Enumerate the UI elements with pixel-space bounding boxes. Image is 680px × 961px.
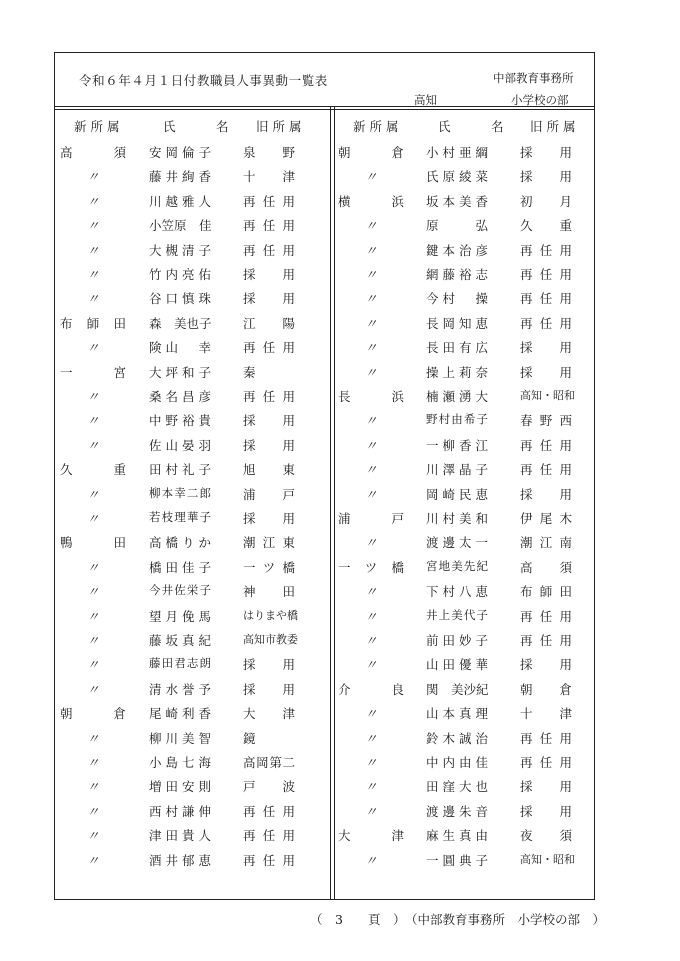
staff-name: 今井佐栄子 [149, 583, 211, 598]
old-affiliation: 再任用 [520, 242, 572, 258]
staff-name: 大坪和子 [149, 364, 211, 380]
name-header: 氏 名 [438, 119, 518, 134]
old-affiliation: 採用 [243, 437, 295, 453]
staff-name: 若枝理華子 [149, 510, 211, 524]
new-affiliation: 〃 [86, 559, 100, 575]
staff-name: 西村謙伸 [149, 803, 211, 819]
new-affiliation: 〃 [364, 852, 378, 868]
new-affiliation: 〃 [364, 535, 378, 551]
new-affiliation: 〃 [364, 437, 378, 453]
new-affiliation: 〃 [364, 413, 378, 429]
new-affiliation: 〃 [86, 779, 100, 795]
staff-name: 渡邊朱音 [426, 803, 488, 819]
staff-name: 鍵本治彦 [426, 242, 488, 258]
table-frame [54, 52, 595, 900]
new-affiliation: 長 浜 [338, 389, 404, 404]
new-affiliation: 〃 [364, 803, 378, 819]
staff-name: 津田貴人 [149, 828, 211, 844]
staff-name: 井上美代子 [426, 607, 488, 622]
old-affiliation: 泉野 [243, 145, 295, 160]
old-affiliation: 採用 [520, 340, 572, 356]
old-affiliation: はりまや橋 [243, 608, 298, 622]
new-affiliation: 〃 [364, 779, 378, 795]
old-affiliation: 再任用 [520, 267, 572, 282]
new-affiliation: 〃 [86, 681, 100, 697]
new-affiliation: 〃 [364, 584, 378, 600]
new-affiliation: 〃 [86, 511, 100, 526]
staff-name: 関 美沙紀 [426, 681, 489, 697]
old-affiliation: 再任用 [243, 193, 295, 209]
new-affiliation: 〃 [364, 462, 378, 478]
new-affiliation: 〃 [364, 291, 378, 307]
old-affiliation: 採用 [243, 267, 295, 282]
new-affiliation: 布師田 [60, 315, 126, 331]
new-affiliation: 〃 [364, 242, 378, 258]
new-affiliation: 〃 [364, 218, 378, 234]
staff-name: 一圓典子 [426, 852, 488, 868]
staff-name: 高橋りか [149, 535, 211, 551]
old-affiliation: 採用 [243, 413, 295, 429]
staff-name: 谷口慎珠 [149, 291, 211, 307]
document-title: 令和６年４月１日付教職員人事異動一覧表 [79, 73, 328, 88]
staff-name: 柳川美智 [149, 730, 211, 746]
new-affiliation: 〃 [86, 584, 100, 600]
new-affiliation: 〃 [86, 340, 100, 356]
new-affiliation: 〃 [86, 267, 100, 282]
header-rule-double [54, 109, 595, 110]
new-affiliation: 久 重 [60, 462, 126, 478]
staff-name: 長田有広 [426, 340, 488, 356]
staff-name: 藤井絢香 [149, 169, 211, 185]
staff-name: 網藤裕志 [426, 267, 488, 282]
staff-name: 桑名昌彦 [149, 389, 211, 404]
staff-name: 森 美也子 [149, 315, 212, 331]
new-affiliation: 〃 [86, 803, 100, 819]
page-number: （ 3 頁 ） [310, 912, 406, 927]
new-affiliation: 〃 [86, 169, 100, 185]
staff-name: 坂本美香 [426, 193, 488, 209]
staff-name: 小島七海 [149, 755, 211, 770]
old-affiliation: 高知・昭和 [520, 852, 575, 866]
old-affiliation: 再任用 [520, 730, 572, 746]
old-affiliation: 旭東 [243, 462, 295, 478]
staff-name: 望月俛馬 [149, 608, 211, 624]
new-affiliation: 〃 [86, 193, 100, 209]
new-affiliation: 〃 [364, 364, 378, 380]
new-affiliation: 〃 [364, 706, 378, 722]
new-affiliation: 朝 倉 [60, 706, 126, 722]
new-affiliation: 〃 [86, 755, 100, 770]
new-affiliation: 〃 [364, 340, 378, 356]
staff-name: 中野裕貴 [149, 413, 211, 429]
old-affiliation: 再任用 [243, 242, 295, 258]
old-affiliation: 再任用 [520, 291, 572, 307]
old-affiliation: 戸波 [243, 779, 295, 795]
old-affiliation: 再任用 [520, 755, 572, 770]
old-affiliation: 高知・昭和 [520, 389, 575, 402]
old-affiliation: 一ツ橋 [243, 559, 295, 575]
staff-name: 清水誉予 [149, 681, 211, 697]
office-name: 中部教育事務所 [493, 71, 574, 85]
staff-name: 渡邊太一 [426, 535, 488, 551]
old-affiliation: 久重 [520, 218, 572, 234]
new-affiliation: 〃 [364, 267, 378, 282]
column-divider [330, 106, 331, 900]
old-affiliation: 初月 [520, 193, 572, 209]
staff-name: 今村 操 [426, 291, 488, 307]
new-affiliation: 〃 [364, 315, 378, 331]
new-affiliation: 〃 [364, 608, 378, 624]
staff-name: 下村八恵 [426, 584, 488, 600]
old-affiliation: 採用 [520, 657, 572, 673]
old-affiliation: 採用 [520, 486, 572, 502]
old-affiliation: 春野西 [520, 413, 572, 429]
old-affiliation: 採用 [520, 169, 572, 185]
new-affiliation-header: 新所属 [74, 119, 124, 134]
new-affiliation: 介 良 [338, 681, 404, 697]
staff-name: 操上莉奈 [426, 364, 488, 380]
new-affiliation: 〃 [86, 389, 100, 404]
old-affiliation: 浦戸 [243, 486, 295, 502]
old-affiliation: 採用 [520, 145, 572, 160]
staff-name: 藤坂真紀 [149, 633, 211, 648]
old-affiliation: 採用 [243, 511, 295, 526]
staff-name: 野村由希子 [426, 412, 488, 427]
staff-name: 酒井郁恵 [149, 852, 211, 868]
new-affiliation: 〃 [364, 657, 378, 673]
old-affiliation: 伊尾木 [520, 511, 572, 526]
old-affiliation: 十津 [243, 169, 295, 185]
staff-name: 川村美和 [426, 511, 488, 526]
staff-name: 川澤晶子 [426, 462, 488, 478]
staff-name: 鈴木誠治 [426, 730, 488, 746]
old-affiliation: 再任用 [243, 389, 295, 404]
old-affiliation: 高知市教委 [243, 633, 298, 646]
new-affiliation: 〃 [86, 437, 100, 453]
new-affiliation: 〃 [86, 852, 100, 868]
staff-name: 尾崎利香 [149, 706, 211, 722]
new-affiliation: 〃 [364, 169, 378, 185]
old-affiliation: 再任用 [520, 633, 572, 648]
new-affiliation: 〃 [86, 413, 100, 429]
staff-name: 柳本幸二郎 [149, 485, 211, 500]
old-affiliation: 神田 [243, 584, 295, 600]
new-affiliation: 〃 [86, 218, 100, 234]
new-affiliation: 高 須 [60, 145, 126, 160]
old-affiliation: 江陽 [243, 315, 295, 331]
new-affiliation: 〃 [86, 633, 100, 648]
new-affiliation: 〃 [86, 657, 100, 673]
staff-name: 楠瀬湧大 [426, 389, 488, 404]
staff-name: 竹内亮佑 [149, 267, 211, 282]
section-label: 小学校の部 [511, 93, 569, 107]
staff-name: 氏原綾菜 [426, 169, 488, 185]
column-divider-double [334, 106, 335, 900]
new-affiliation: 〃 [364, 633, 378, 648]
new-affiliation: 〃 [86, 828, 100, 844]
staff-name: 佐山晏羽 [149, 437, 211, 453]
new-affiliation-header: 新所属 [353, 119, 403, 134]
staff-name: 安岡倫子 [149, 145, 211, 160]
old-affiliation: 高岡第二 [243, 755, 295, 770]
old-affiliation: 再任用 [243, 828, 295, 844]
old-affiliation: 再任用 [243, 852, 295, 868]
old-affiliation: 再任用 [243, 218, 295, 234]
old-affiliation: 再任用 [520, 462, 572, 478]
old-affiliation: 採用 [520, 779, 572, 795]
new-affiliation: 〃 [86, 730, 100, 746]
old-affiliation: 布師田 [520, 584, 572, 600]
staff-name: 山田優華 [426, 657, 488, 673]
new-affiliation: 一 宮 [60, 364, 126, 380]
old-affiliation: 大津 [243, 706, 295, 722]
new-affiliation: 朝 倉 [338, 145, 404, 160]
old-affiliation: 再任用 [520, 315, 572, 331]
old-affiliation-header: 旧所属 [256, 119, 306, 134]
staff-name: 岡崎民恵 [426, 486, 488, 502]
old-affiliation: 鏡 [243, 730, 256, 746]
old-affiliation: 潮江東 [243, 535, 295, 551]
staff-name: 小笠原 佳 [149, 218, 212, 234]
staff-name: 一柳香江 [426, 437, 488, 453]
staff-name: 小村亜綱 [426, 145, 488, 160]
old-affiliation: 採用 [243, 681, 295, 697]
old-affiliation: 朝倉 [520, 681, 572, 697]
new-affiliation: 〃 [364, 730, 378, 746]
region-label: 高知 [414, 93, 437, 107]
old-affiliation: 十津 [520, 706, 572, 722]
staff-name: 麻生真由 [426, 828, 488, 844]
new-affiliation: 横 浜 [338, 193, 404, 209]
old-affiliation: 再任用 [243, 803, 295, 819]
old-affiliation: 秦 [243, 364, 256, 380]
new-affiliation: 〃 [86, 242, 100, 258]
header-rule [54, 106, 595, 107]
old-affiliation: 採用 [520, 364, 572, 380]
old-affiliation: 採用 [243, 657, 295, 673]
staff-name: 藤田君志朗 [149, 656, 211, 671]
new-affiliation: 一ツ橋 [338, 559, 404, 575]
new-affiliation: 〃 [86, 291, 100, 307]
staff-name: 険山 幸 [149, 340, 211, 356]
old-affiliation: 高須 [520, 559, 572, 575]
staff-name: 増田安則 [149, 779, 211, 795]
old-affiliation: 再任用 [520, 437, 572, 453]
staff-name: 長岡知恵 [426, 315, 488, 331]
old-affiliation: 再任用 [520, 608, 572, 624]
new-affiliation: 鴨 田 [60, 535, 126, 551]
staff-name: 山本真理 [426, 706, 488, 722]
staff-name: 中内由佳 [426, 755, 488, 770]
staff-name: 川越雅人 [149, 193, 211, 209]
old-affiliation: 夜須 [520, 828, 572, 844]
staff-name: 橋田佳子 [149, 559, 211, 575]
old-affiliation: 再任用 [243, 340, 295, 356]
old-affiliation: 採用 [520, 803, 572, 819]
name-header: 氏 名 [163, 119, 243, 134]
new-affiliation: 〃 [364, 755, 378, 770]
new-affiliation: 大 津 [338, 828, 404, 844]
old-affiliation: 採用 [243, 291, 295, 307]
staff-name: 大槻清子 [149, 242, 211, 258]
footer-label: （中部教育事務所 小学校の部 ） [405, 912, 606, 927]
new-affiliation: 〃 [364, 486, 378, 502]
staff-name: 原 弘 [426, 218, 488, 234]
staff-name: 宮地美先紀 [426, 558, 488, 573]
old-affiliation-header: 旧所属 [530, 119, 580, 134]
staff-name: 田村礼子 [149, 462, 211, 478]
staff-name: 田窪大也 [426, 779, 488, 795]
staff-name: 前田妙子 [426, 633, 488, 648]
new-affiliation: 〃 [86, 486, 100, 502]
new-affiliation: 〃 [86, 608, 100, 624]
old-affiliation: 潮江南 [520, 535, 572, 551]
new-affiliation: 浦 戸 [338, 511, 404, 526]
